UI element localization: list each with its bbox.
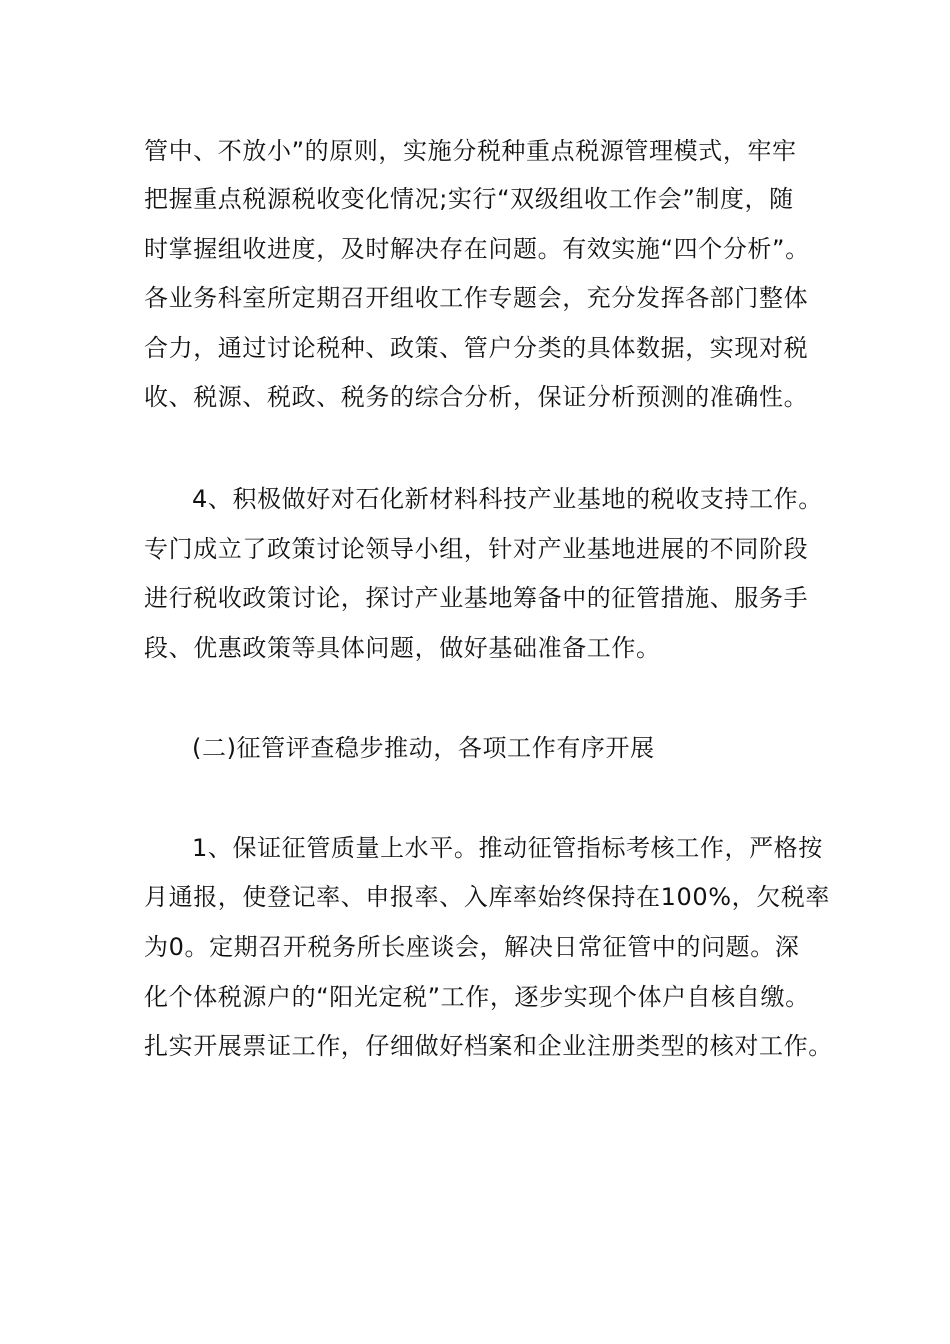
- text-line: 月通报，使登记率、申报率、入库率始终保持在100%，欠税率: [144, 883, 831, 911]
- text-line: 进行税收政策讨论，探讨产业基地筹备中的征管措施、服务手: [144, 584, 809, 612]
- text-line: 1、保证征管质量上水平。推动征管指标考核工作，严格按: [192, 834, 823, 862]
- text-line: 扎实开展票证工作，仔细做好档案和企业注册类型的核对工作。: [144, 1032, 833, 1060]
- text-line: 专门成立了政策讨论领导小组，针对产业基地进展的不同阶段: [144, 535, 809, 563]
- text-line: 合力，通过讨论税种、政策、管户分类的具体数据，实现对税: [144, 334, 809, 362]
- text-line: 4、积极做好对石化新材料科技产业基地的税收支持工作。: [192, 485, 823, 513]
- text-line: 段、优惠政策等具体问题，做好基础准备工作。: [144, 634, 661, 662]
- text-line: 化个体税源户的“阳光定税”工作，逐步实现个体户自核自缴。: [144, 983, 810, 1011]
- section-heading: (二)征管评查稳步推动，各项工作有序开展: [192, 734, 655, 762]
- text-line: 把握重点税源税收变化情况;实行“双级组收工作会”制度，随: [144, 185, 794, 213]
- text-line: 管中、不放小”的原则，实施分税种重点税源管理模式，牢牢: [144, 137, 797, 165]
- text-line: 时掌握组收进度，及时解决存在问题。有效实施“四个分析”。: [144, 235, 810, 263]
- text-line: 各业务科室所定期召开组收工作专题会，充分发挥各部门整体: [144, 284, 809, 312]
- text-line: 为0。定期召开税务所长座谈会，解决日常征管中的问题。深: [144, 933, 800, 961]
- text-line: 收、税源、税政、税务的综合分析，保证分析预测的准确性。: [144, 383, 809, 411]
